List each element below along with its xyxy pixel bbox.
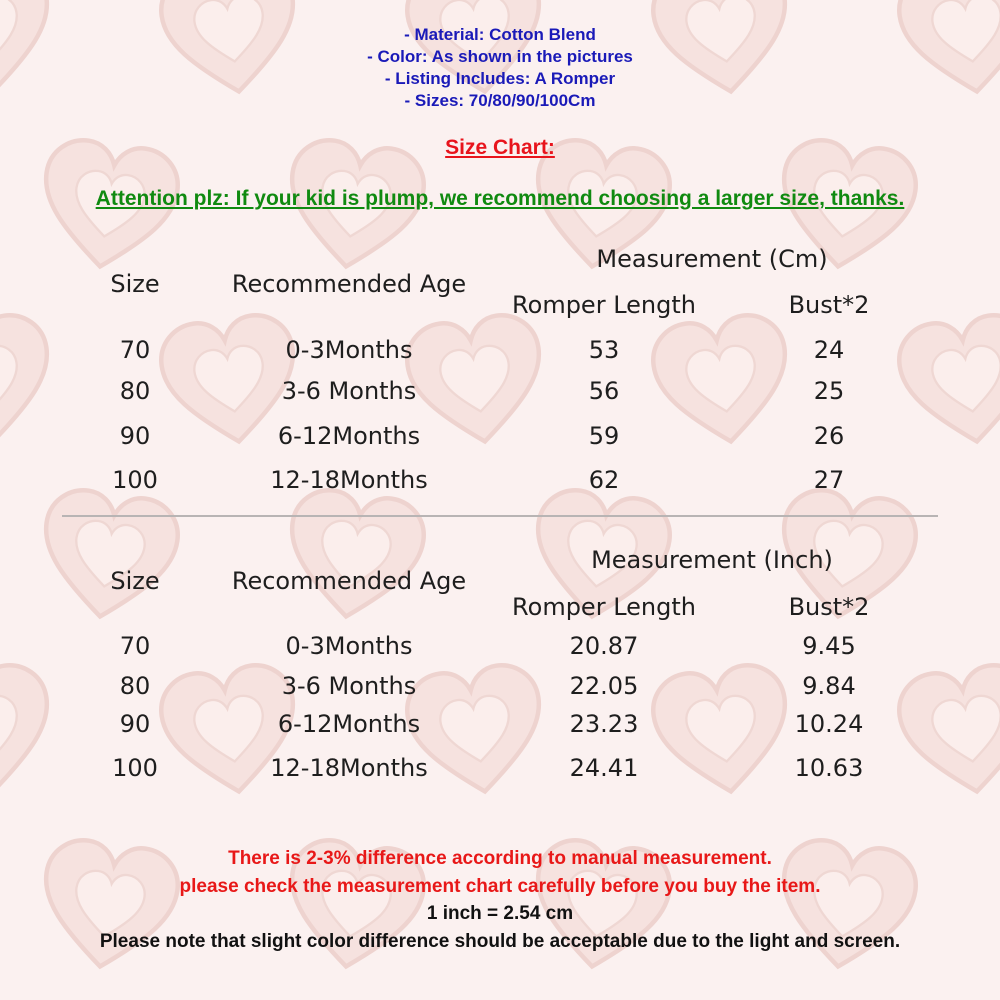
cell-size: 70 [119,336,151,364]
header-measurement: Measurement (Cm) [596,245,828,273]
spec-material: - Material: Cotton Blend [404,25,596,44]
note-color-difference: Please note that slight color difference should be acceptable due to the light and screen. [99,930,901,952]
cell-romper-length: 22.05 [569,672,639,700]
cell-size: 70 [119,632,151,660]
cell-age: 6-12Months [277,422,421,450]
spec-sizes: - Sizes: 70/80/90/100Cm [404,91,596,110]
cell-romper-length: 23.23 [569,710,639,738]
header-recommended-age: Recommended Age [231,270,467,298]
footer-notes [0,845,1000,955]
header-romper-length: Romper Length [512,593,696,621]
spec-color: - Color: As shown in the pictures [367,47,633,66]
header-bust: Bust*2 [788,291,870,319]
note-inch-conversion: 1 inch = 2.54 cm [426,903,574,924]
cell-romper-length: 53 [588,336,620,364]
header-measurement: Measurement (Inch) [591,546,833,574]
cell-bust: 9.45 [802,632,856,660]
cell-bust: 10.24 [794,710,864,738]
cell-size: 100 [112,466,158,494]
cell-bust: 26 [813,422,845,450]
size-chart-title: Size Chart: [445,136,555,159]
note-measurement-difference: There is 2-3% difference according to manual measurement. [228,848,772,869]
cell-romper-length: 62 [588,466,620,494]
header-recommended-age: Recommended Age [231,567,467,595]
cell-bust: 9.84 [802,672,856,700]
table-divider [62,515,938,517]
note-check-chart: please check the measurement chart carefully before you buy the item. [179,875,821,897]
cell-age: 3-6 Months [281,672,417,700]
header-bust: Bust*2 [788,593,870,621]
cell-size: 80 [119,377,151,405]
cell-size: 100 [112,754,158,782]
cell-bust: 10.63 [794,754,864,782]
product-specs [0,24,1000,112]
cell-bust: 27 [813,466,845,494]
cell-size: 90 [119,422,151,450]
cell-romper-length: 59 [588,422,620,450]
cell-bust: 25 [813,377,845,405]
cell-age: 6-12Months [277,710,421,738]
cell-age: 3-6 Months [281,377,417,405]
header-romper-length: Romper Length [512,291,696,319]
cell-size: 80 [119,672,151,700]
header-size: Size [110,270,160,298]
header-size: Size [110,567,160,595]
cell-age: 0-3Months [285,632,413,660]
cell-romper-length: 56 [588,377,620,405]
cell-romper-length: 24.41 [569,754,639,782]
cell-age: 12-18Months [270,754,428,782]
cell-age: 12-18Months [270,466,428,494]
spec-listing: - Listing Includes: A Romper [384,69,616,88]
cell-size: 90 [119,710,151,738]
attention-note: Attention plz: If your kid is plump, we recommend choosing a larger size, thanks. [95,187,905,210]
cell-age: 0-3Months [285,336,413,364]
cell-bust: 24 [813,336,845,364]
cell-romper-length: 20.87 [569,632,639,660]
